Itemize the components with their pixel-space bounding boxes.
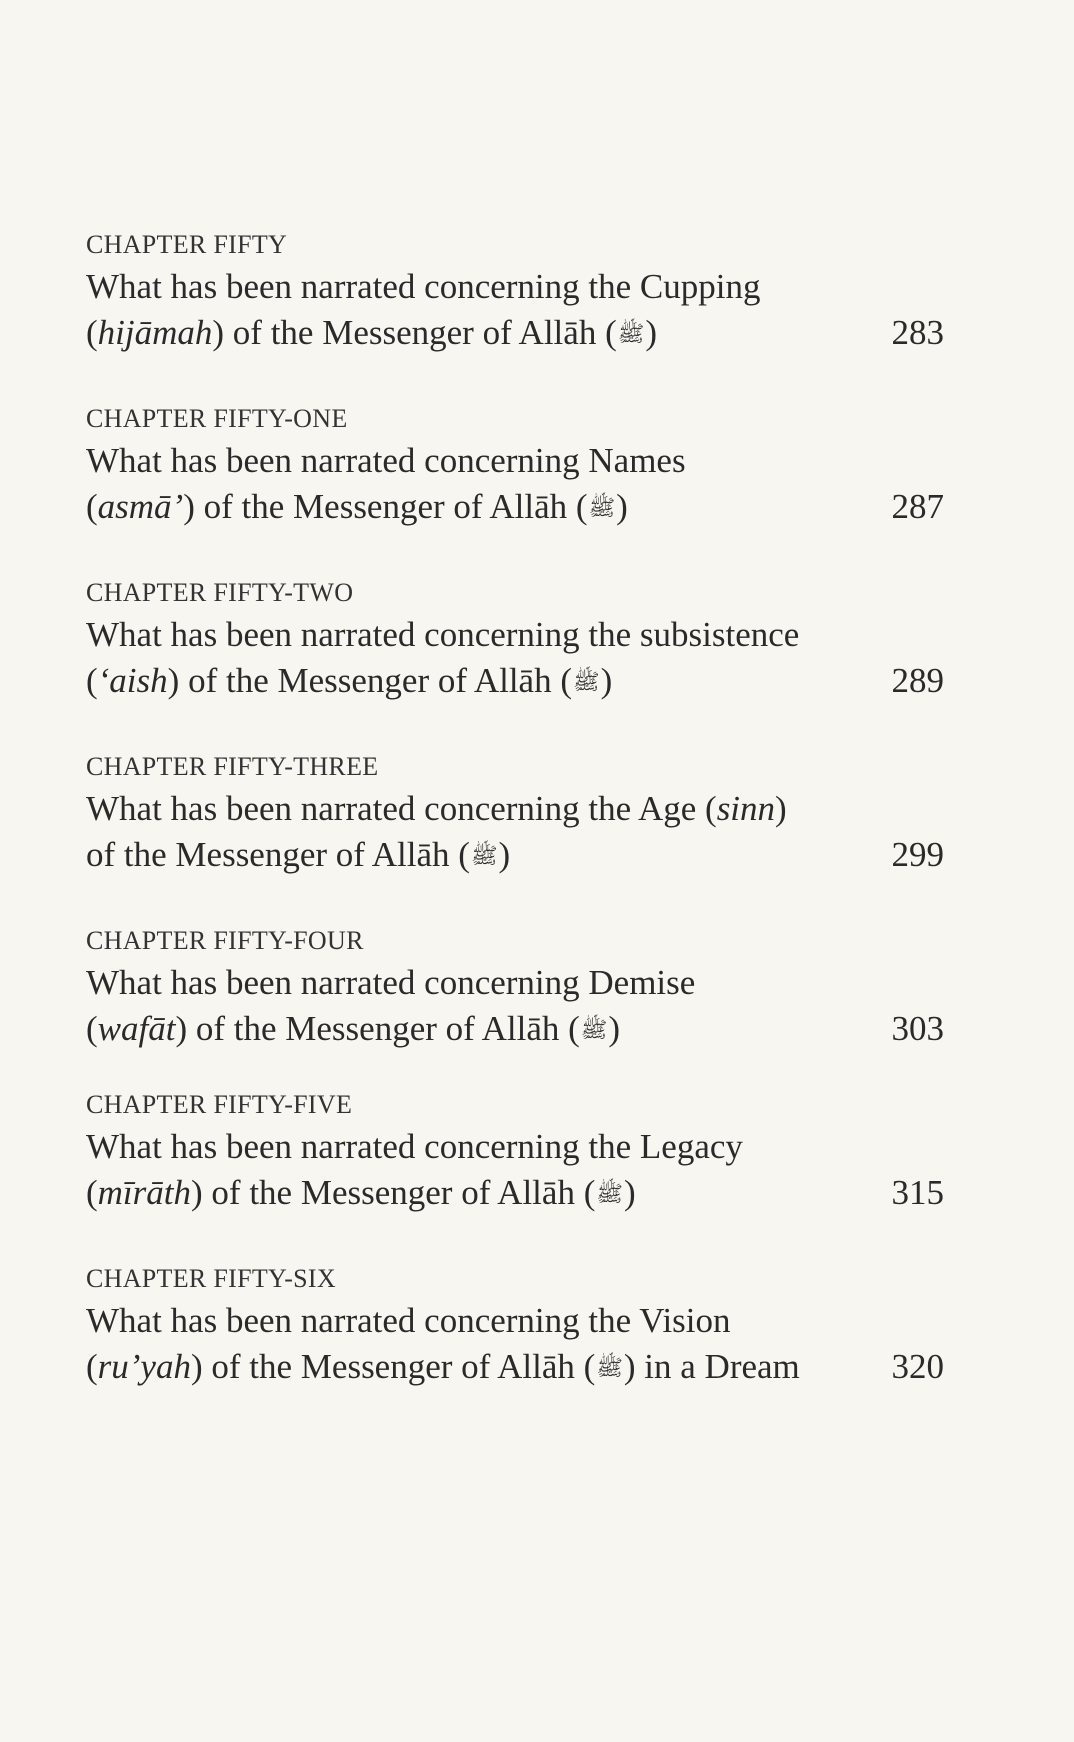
salutation-seal-icon: ﷺ	[580, 1017, 608, 1042]
chapter-label: CHAPTER FIFTY-THREE	[86, 752, 379, 781]
transliteration: asmā’	[97, 487, 184, 526]
chapter-title-line-1: What has been narrated concerning the Legacy	[86, 1127, 743, 1166]
title-text-end: )	[645, 313, 657, 352]
chapter-title-line-1: What has been narrated concerning the Cupping	[86, 267, 761, 306]
chapter-label: CHAPTER FIFTY-ONE	[86, 404, 348, 433]
title-text: of the Messenger of Allāh (	[224, 313, 617, 352]
toc-entry[interactable]	[86, 748, 944, 878]
chapter-title-line-1: What has been narrated concerning Demise	[86, 963, 696, 1002]
title-text: What has been narrated concerning the Age (	[86, 789, 717, 828]
chapter-title-line-1	[86, 786, 944, 832]
title-text-end: )	[608, 1009, 621, 1048]
chapter-title-line-2: (‘aish) of the Messenger of Allāh (ﷺ)	[86, 658, 944, 704]
chapter-title-line-2: (hijāmah) of the Messenger of Allāh (ﷺ)	[86, 310, 944, 356]
chapter-title-line-1: What has been narrated concerning the Vision	[86, 1301, 731, 1340]
chapter-label: CHAPTER FIFTY-TWO	[86, 578, 354, 607]
spacer	[86, 704, 944, 748]
chapter-label: CHAPTER FIFTY-SIX	[86, 1264, 336, 1293]
title-text-end: )	[616, 487, 628, 526]
toc-entry[interactable]	[86, 226, 944, 356]
title-text-end: )	[623, 1173, 636, 1212]
title-text-end: )	[775, 789, 787, 828]
salutation-seal-icon: ﷺ	[470, 843, 498, 868]
spacer	[86, 530, 944, 574]
chapter-title-line-2: (mīrāth) of the Messenger of Allāh (ﷺ)	[86, 1170, 944, 1216]
salutation-seal-icon: ﷺ	[573, 669, 600, 694]
toc-entry[interactable]	[86, 574, 944, 704]
toc-entry[interactable]	[86, 922, 944, 1052]
transliteration: mīrāth	[97, 1173, 192, 1212]
table-of-contents	[86, 226, 944, 1390]
transliteration: hijāmah	[97, 313, 213, 352]
spacer	[86, 1052, 944, 1086]
page-number: 315	[891, 1173, 944, 1212]
title-text-end: )	[498, 835, 511, 874]
chapter-title-line-2: (ru’yah) of the Messenger of Allāh (ﷺ) in a Dream	[86, 1344, 944, 1390]
page-number: 299	[891, 835, 944, 874]
spacer	[86, 1216, 944, 1260]
toc-entry[interactable]	[86, 400, 944, 530]
chapter-label: CHAPTER FIFTY-FOUR	[86, 926, 364, 955]
chapter-title-line-2: (asmā’) of the Messenger of Allāh (ﷺ)	[86, 484, 944, 530]
page-number: 287	[891, 487, 944, 526]
toc-entry[interactable]	[86, 1086, 944, 1216]
salutation-seal-icon: ﷺ	[596, 1181, 623, 1206]
salutation-seal-icon: ﷺ	[596, 1355, 623, 1380]
title-text: of the Messenger of Allāh (	[194, 487, 588, 526]
title-text: of the Messenger of Allāh (	[86, 835, 470, 874]
salutation-seal-icon: ﷺ	[588, 495, 616, 520]
chapter-title-line-2	[86, 832, 944, 878]
title-text-end: )	[600, 661, 613, 700]
page-number: 283	[891, 313, 944, 352]
title-text: of the Messenger of Allāh (	[202, 1347, 596, 1386]
chapter-label: CHAPTER FIFTY-FIVE	[86, 1090, 353, 1119]
toc-entry[interactable]	[86, 1260, 944, 1390]
salutation-seal-icon: ﷺ	[617, 321, 645, 346]
title-text: of the Messenger of Allāh (	[187, 1009, 580, 1048]
spacer	[86, 356, 944, 400]
chapter-label: CHAPTER FIFTY	[86, 230, 288, 259]
chapter-title-line-1: What has been narrated concerning Names	[86, 441, 686, 480]
page-number: 320	[891, 1347, 944, 1386]
page-number: 303	[891, 1009, 944, 1048]
title-text: of the Messenger of Allāh (	[202, 1173, 596, 1212]
page-number: 289	[891, 661, 944, 700]
title-text-end: ) in a Dream	[623, 1347, 800, 1386]
transliteration: sinn	[716, 789, 776, 828]
title-text: of the Messenger of Allāh (	[179, 661, 572, 700]
spacer	[86, 878, 944, 922]
transliteration: ‘aish	[97, 661, 168, 700]
chapter-title-line-2: (wafāt) of the Messenger of Allāh (ﷺ)	[86, 1006, 944, 1052]
transliteration: ru’yah	[97, 1347, 191, 1386]
transliteration: wafāt	[97, 1009, 176, 1048]
chapter-title-line-1: What has been narrated concerning the subsistence	[86, 615, 800, 654]
